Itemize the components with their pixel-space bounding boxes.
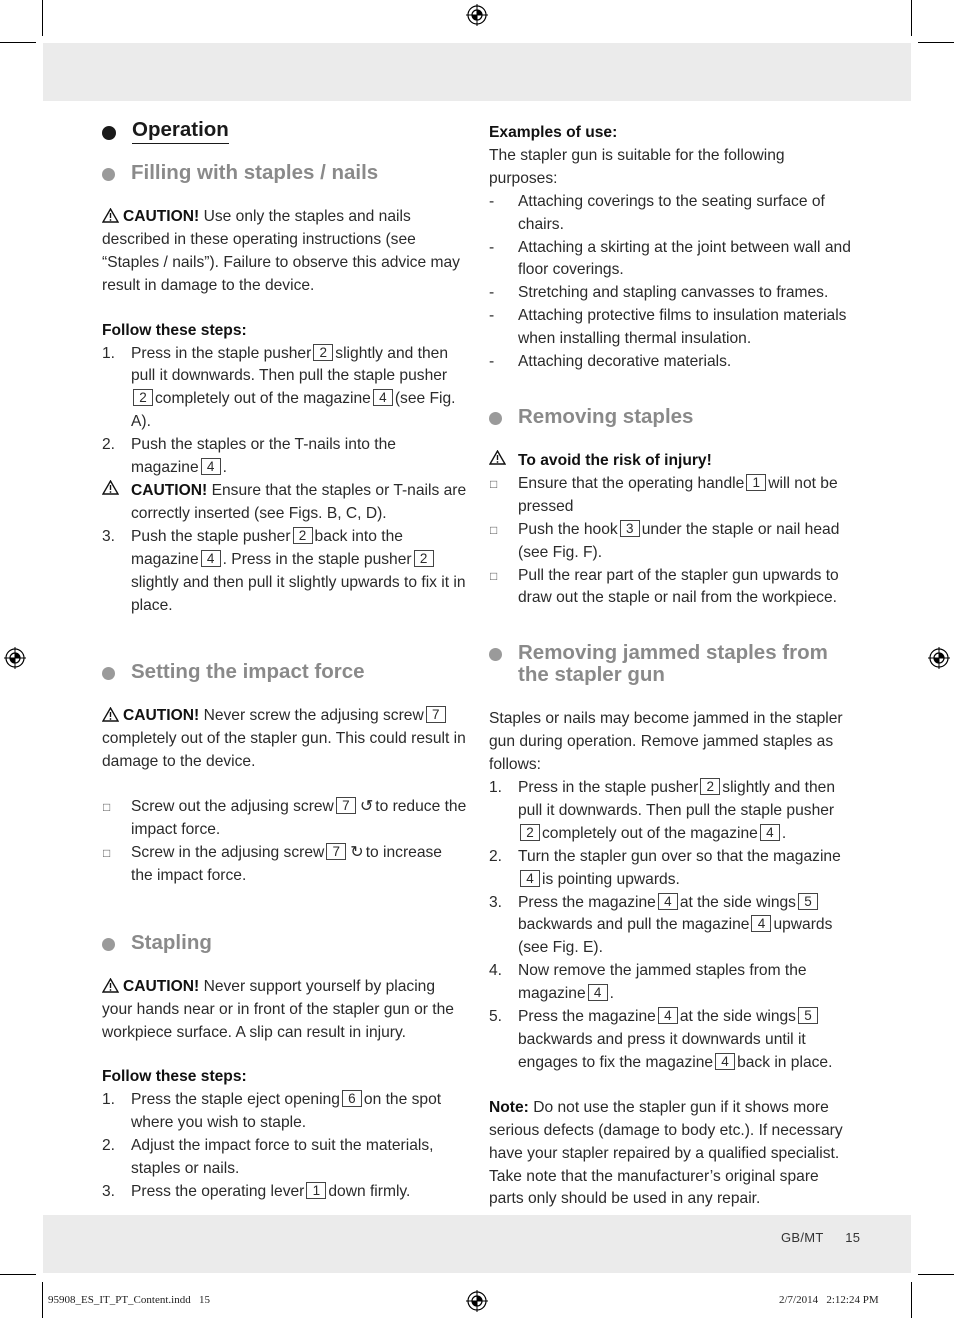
part-ref: 6 xyxy=(342,1090,362,1107)
bullet-icon xyxy=(102,938,115,951)
header-band xyxy=(43,43,911,101)
list-item: 2. Push the staples or the T-nails into the magazine 4 . xyxy=(102,436,396,477)
warning-icon xyxy=(489,450,506,473)
note xyxy=(489,1097,854,1212)
list-item: □ Screw in the adjusing screw 7 ↻ to increase the impact force. xyxy=(103,843,442,884)
part-ref: 4 xyxy=(658,893,678,910)
part-ref: 1 xyxy=(746,474,766,491)
counterclockwise-icon: ↺ xyxy=(359,798,374,816)
right-column xyxy=(489,118,854,1211)
slug-file: 95908_ES_IT_PT_Content.indd 15 xyxy=(48,1294,210,1306)
part-ref: 2 xyxy=(133,389,153,406)
list-item: □ Push the hook 3 under the staple or nail head (see Fig. F). xyxy=(490,520,840,561)
list-item: □ Pull the rear part of the stapler gun upwards to draw out the staple or nail from the workpiece. xyxy=(490,566,839,607)
checkbox-bullet-icon: □ xyxy=(103,845,111,860)
filling-heading xyxy=(102,162,467,184)
bullet-icon xyxy=(489,412,502,425)
jammed-steps-list xyxy=(489,777,854,1075)
part-ref: 5 xyxy=(798,893,818,910)
follow-steps-heading: Follow these steps: xyxy=(102,321,247,339)
page-number: 15 xyxy=(845,1230,861,1245)
list-item: - Attaching coverings to the seating surface of chairs. xyxy=(489,192,825,233)
jammed-title: Removing jammed staples from the stapler gun xyxy=(518,641,828,687)
list-item: 3. Press the magazine 4 at the side wings 5backwards and pull the magazine 4 upwards (see Fig. E). xyxy=(489,893,833,957)
list-item: - Attaching protective films to insulation materials when installing thermal insulation. xyxy=(489,307,847,348)
registration-mark-icon xyxy=(466,1290,488,1312)
registration-mark-icon xyxy=(466,4,488,26)
slug-date: 2/7/2014 2:12:24 PM xyxy=(779,1294,879,1306)
impact-heading xyxy=(102,661,467,683)
stapling-steps-list xyxy=(102,1089,467,1204)
part-ref: 4 xyxy=(588,984,608,1001)
crop-mark xyxy=(0,1274,36,1275)
registration-mark-icon xyxy=(4,647,26,669)
jammed-heading xyxy=(489,642,854,686)
warning-icon xyxy=(102,978,119,993)
checkbox-bullet-icon: □ xyxy=(103,800,111,815)
part-ref: 2 xyxy=(414,550,434,567)
jammed-intro: Staples or nails may become jammed in the stapler gun during operation. Remove jammed staples as follows: xyxy=(489,710,843,774)
impact-caution: CAUTION! Never screw the adjusing screw 7 completely out of the stapler gun. This could result in damage to the device. xyxy=(102,707,466,771)
bullet-icon xyxy=(102,667,115,680)
filling-title: Filling with staples / nails xyxy=(131,161,379,184)
bullet-icon xyxy=(102,168,115,181)
part-ref: 4 xyxy=(201,550,221,567)
checkbox-bullet-icon: □ xyxy=(490,522,498,537)
part-ref: 7 xyxy=(336,797,356,814)
examples-heading: Examples of use: xyxy=(489,124,618,141)
warning-icon xyxy=(102,208,119,223)
crop-mark xyxy=(918,42,954,43)
part-ref: 2 xyxy=(313,344,333,361)
crop-mark xyxy=(42,1282,43,1318)
list-item: - Attaching decorative materials. xyxy=(489,353,732,371)
part-ref: 4 xyxy=(373,389,393,406)
part-ref: 3 xyxy=(620,520,640,537)
clockwise-icon: ↻ xyxy=(350,843,364,861)
filling-caution xyxy=(102,206,467,298)
list-item: □ Ensure that the operating handle 1 will not be pressed xyxy=(490,474,838,515)
part-ref: 5 xyxy=(798,1007,818,1024)
list-item: 5. Press the magazine 4 at the side wings 5backwards and press it downwards until it engages to fix the magazine 4 back in place. xyxy=(489,1008,833,1071)
warning-icon xyxy=(102,707,119,722)
crop-mark xyxy=(0,42,36,43)
list-item: 2. Turn the stapler gun over so that the magazine4 is pointing upwards. xyxy=(489,847,841,888)
bullet-icon xyxy=(489,648,502,661)
crop-mark xyxy=(911,0,912,36)
part-ref: 2 xyxy=(700,778,720,795)
removing-heading xyxy=(489,406,854,428)
part-ref: 1 xyxy=(306,1182,326,1199)
list-item: 1. Press in the staple pusher 2 slightly and then pull it downwards. Then pull the staple pusher2 completely out of the magazine 4 . xyxy=(489,779,835,842)
filling-steps-list xyxy=(102,343,467,618)
caution-text: Use only the staples and nails described in these operating instructions (see “Staples / nails”). Failure to observe this advice may result in damage to the device. xyxy=(102,208,460,294)
part-ref: 4 xyxy=(751,915,771,932)
list-item: 4. Now remove the jammed staples from the magazine 4 . xyxy=(489,962,807,1003)
removing-list xyxy=(489,450,854,610)
list-item: 3. Press the operating lever 1 down firmly. xyxy=(102,1183,411,1200)
part-ref: 2 xyxy=(520,824,540,841)
page-footer xyxy=(781,1230,860,1245)
note-text: Do not use the stapler gun if it shows more serious defects (damage to body etc.). If necessary have your stapler repaired by a qualified specialist. Take note that the manufacturer’s original spare parts only should be used in any repair. xyxy=(489,1098,843,1208)
part-ref: 4 xyxy=(760,824,780,841)
checkbox-bullet-icon: □ xyxy=(490,476,498,491)
part-ref: 4 xyxy=(715,1053,735,1070)
list-item: 3. Push the staple pusher 2 back into the magazine 4 . Press in the staple pusher 2slightly and then pull it slightly upwards to fix it in place. xyxy=(102,527,466,614)
impact-list xyxy=(102,796,467,888)
list-item: 1. Press the staple eject opening 6 on the spot where you wish to staple. xyxy=(102,1091,442,1132)
part-ref: 4 xyxy=(201,458,221,475)
operation-heading xyxy=(102,118,467,148)
list-item: - Attaching a skirting at the joint between wall and floor coverings. xyxy=(489,238,851,279)
list-item: □ Screw out the adjusing screw 7 ↺ to reduce the impact force. xyxy=(103,798,467,839)
crop-mark xyxy=(42,0,43,36)
stapling-title: Stapling xyxy=(131,930,212,954)
part-ref: 2 xyxy=(293,527,313,544)
list-item: - Stretching and stapling canvasses to frames. xyxy=(489,284,829,302)
part-ref: 7 xyxy=(326,843,346,860)
part-ref: 4 xyxy=(520,870,540,887)
examples-intro: The stapler gun is suitable for the following purposes: xyxy=(489,146,785,187)
impact-title: Setting the impact force xyxy=(131,660,365,684)
crop-mark xyxy=(918,1274,954,1275)
registration-mark-icon xyxy=(928,647,950,669)
left-column xyxy=(102,118,467,1204)
note-label: Note: xyxy=(489,1098,529,1116)
caution-label: CAUTION! xyxy=(123,208,200,225)
list-item: 1. Press in the staple pusher 2 slightly and then pull it downwards. Then pull the staple pusher2 completely out of the magazine 4 (see Fig. A). xyxy=(102,344,456,431)
injury-title: To avoid the risk of injury! xyxy=(518,451,712,469)
part-ref: 4 xyxy=(658,1007,678,1024)
follow-steps-heading: Follow these steps: xyxy=(102,1068,247,1086)
stapling-heading xyxy=(102,932,467,954)
examples-list xyxy=(489,191,854,374)
list-item: 2. Adjust the impact force to suit the materials, staples or nails. xyxy=(102,1137,434,1178)
bullet-icon xyxy=(102,126,116,140)
stapling-caution: CAUTION! Never support yourself by placing your hands near or in front of the stapler gun or the workpiece surface. A slip can result in injury. xyxy=(102,977,454,1041)
removing-title: Removing staples xyxy=(518,404,694,428)
checkbox-bullet-icon: □ xyxy=(490,568,498,583)
page-label: GB/MT xyxy=(781,1230,824,1245)
operation-title: Operation xyxy=(132,119,229,144)
crop-mark xyxy=(911,1282,912,1318)
warning-icon xyxy=(102,480,119,503)
part-ref: 7 xyxy=(426,706,446,723)
list-item: CAUTION! Ensure that the staples or T-nails are correctly inserted (see Figs. B, C, D). xyxy=(102,480,467,526)
list-item xyxy=(489,450,854,473)
